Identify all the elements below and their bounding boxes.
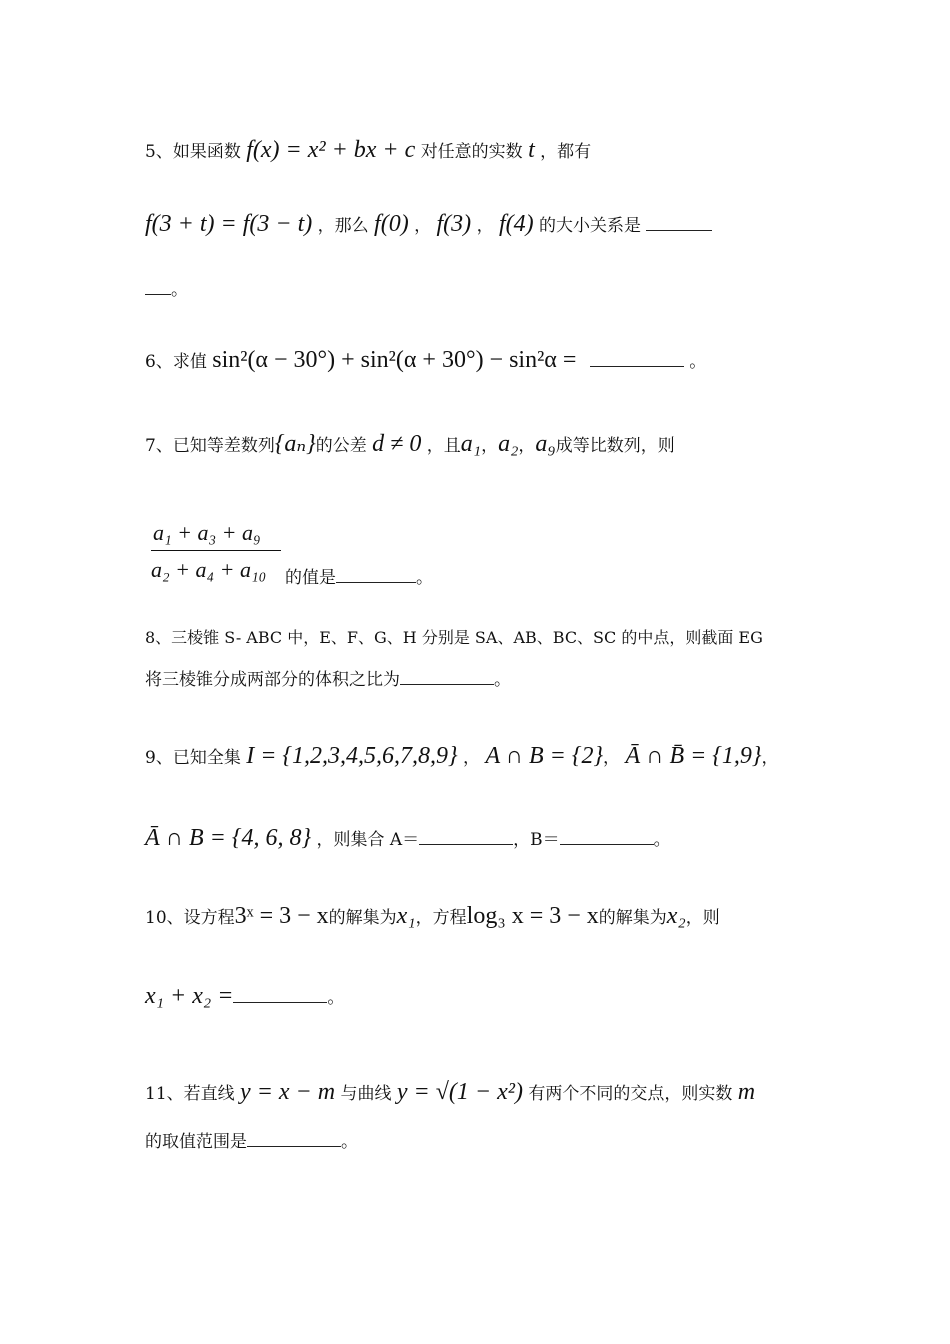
q11-line2: 的取值范围是 (145, 1132, 247, 1152)
answer-blank-9a[interactable] (419, 830, 513, 845)
question-5-line-1 (145, 138, 591, 164)
question-11-line-2 (145, 1130, 358, 1154)
q7-mid2: ，且 (426, 436, 461, 456)
q7-value: 的值是 (285, 568, 336, 588)
q11-line-equation: y = x − m (240, 1079, 336, 1105)
q5-f0: f(0) (374, 211, 409, 237)
question-10-line-1 (145, 904, 720, 930)
q5-sep-2: ， (476, 216, 494, 236)
q11-number: 11、若直线 (145, 1084, 235, 1104)
q7-fraction (145, 520, 281, 583)
q11-mid: 与曲线 (340, 1084, 392, 1104)
q11-tail: 有两个不同的交点，则实数 (528, 1084, 733, 1104)
q7-sep-2: ， (518, 436, 536, 456)
q5-sep-1: ， (414, 216, 432, 236)
q10-mid2: ，方程 (415, 908, 467, 928)
q9-then: ，则集合 A＝ (316, 830, 420, 850)
q9-b: ，B＝ (513, 830, 560, 850)
q5-function: f(x) = x² + bx + c (246, 137, 416, 163)
q5-period: 。 (171, 280, 188, 300)
q9-sep-2: ， (603, 748, 621, 768)
q5-end: ，都有 (540, 142, 592, 162)
q5-mid: 对任意的实数 (420, 142, 523, 162)
q9-sep-3: ， (761, 748, 779, 768)
q10-period: 。 (327, 988, 345, 1008)
question-7-line-2 (285, 566, 433, 590)
q7-a9: a₉ (535, 431, 556, 457)
q6-period: 。 (689, 352, 707, 372)
q7-a2: a₂ (498, 431, 519, 457)
q7-period: 。 (416, 568, 433, 588)
q7-a1: a₁ (460, 431, 482, 457)
q10-x2: x₂ (666, 903, 686, 929)
q5-f4: f(4) (498, 211, 534, 237)
q10-equation-1: 3ˣ = 3 − x (234, 903, 329, 929)
q9-a-intersect-b: A ∩ B = {2} (485, 743, 604, 769)
q9-universal-set: I = {1,2,3,4,5,6,7,8,9} (246, 743, 458, 769)
q9-sep-1: ， (463, 748, 481, 768)
q10-tail: ，则 (685, 908, 720, 928)
question-9-line-1 (145, 744, 779, 770)
q7-fraction-denominator: a₂ + a₄ + a₁₀ (151, 557, 267, 582)
question-7-line-1 (145, 432, 675, 458)
q11-var-m: m (737, 1079, 756, 1105)
q10-mid1: 的解集为 (328, 908, 397, 928)
q9-number: 9、已知全集 (145, 748, 241, 768)
q11-curve-equation: y = √(1 − x²) (396, 1079, 523, 1105)
q8-period: 。 (494, 670, 511, 690)
answer-blank-11[interactable] (247, 1132, 341, 1147)
q11-period: 。 (341, 1132, 358, 1152)
answer-blank-9b[interactable] (560, 830, 654, 845)
q5-number: 5、如果函数 (145, 142, 241, 162)
q9-period: 。 (653, 830, 671, 850)
question-10-line-2 (145, 984, 344, 1010)
q10-x1: x₁ (396, 903, 416, 929)
answer-blank-7[interactable] (336, 568, 416, 583)
answer-blank-10[interactable] (233, 988, 327, 1003)
answer-blank-5b[interactable] (145, 280, 171, 295)
question-5-line-3 (145, 278, 188, 302)
q7-condition: d ≠ 0 (372, 431, 422, 457)
q5-f3: f(3) (436, 211, 472, 237)
q9-complement-intersect: Ā ∩ B̄ = {1,9} (625, 743, 762, 769)
question-5-line-2 (145, 212, 712, 238)
q7-sep-1: ， (481, 436, 499, 456)
q9-complement-a-intersect-b: Ā ∩ B = {4, 6, 8} (145, 825, 312, 851)
q5-equation: f(3 + t) = f(3 − t) (145, 211, 313, 237)
q7-tail: 成等比数列，则 (555, 436, 675, 456)
q7-mid: 的公差 (315, 436, 367, 456)
question-11-line-1 (145, 1080, 755, 1106)
answer-blank-5a[interactable] (646, 216, 712, 231)
q7-fraction-numerator: a₁ + a₃ + a₉ (153, 520, 261, 545)
q5-var-t: t (528, 137, 535, 163)
answer-blank-6[interactable] (590, 352, 684, 367)
question-6 (145, 348, 706, 374)
q6-expression: sin²(α − 30°) + sin²(α + 30°) − sin²α = (212, 347, 577, 373)
q8-line2: 将三棱锥分成两部分的体积之比为 (145, 670, 400, 690)
q10-mid3: 的解集为 (598, 908, 667, 928)
q6-number: 6、求值 (145, 352, 207, 372)
question-8-line-1: 8、三棱锥 S- ABC 中，E、F、G、H 分别是 SA、AB、BC、SC 的中点，则截面 EG (145, 628, 763, 647)
q10-sum: x₁ + x₂ = (145, 983, 234, 1009)
answer-blank-8[interactable] (400, 670, 494, 685)
q10-number: 10、设方程 (145, 908, 235, 928)
q5-then: ，那么 (317, 216, 369, 236)
question-8-line-2 (145, 668, 511, 692)
q5-tail: 的大小关系是 (539, 216, 642, 236)
q7-number: 7、已知等差数列 (145, 436, 275, 456)
question-9-line-2 (145, 826, 671, 852)
q10-equation-2: log₃ x = 3 − x (466, 903, 599, 929)
q7-sequence: {aₙ} (274, 431, 316, 457)
fraction-bar (151, 550, 281, 551)
